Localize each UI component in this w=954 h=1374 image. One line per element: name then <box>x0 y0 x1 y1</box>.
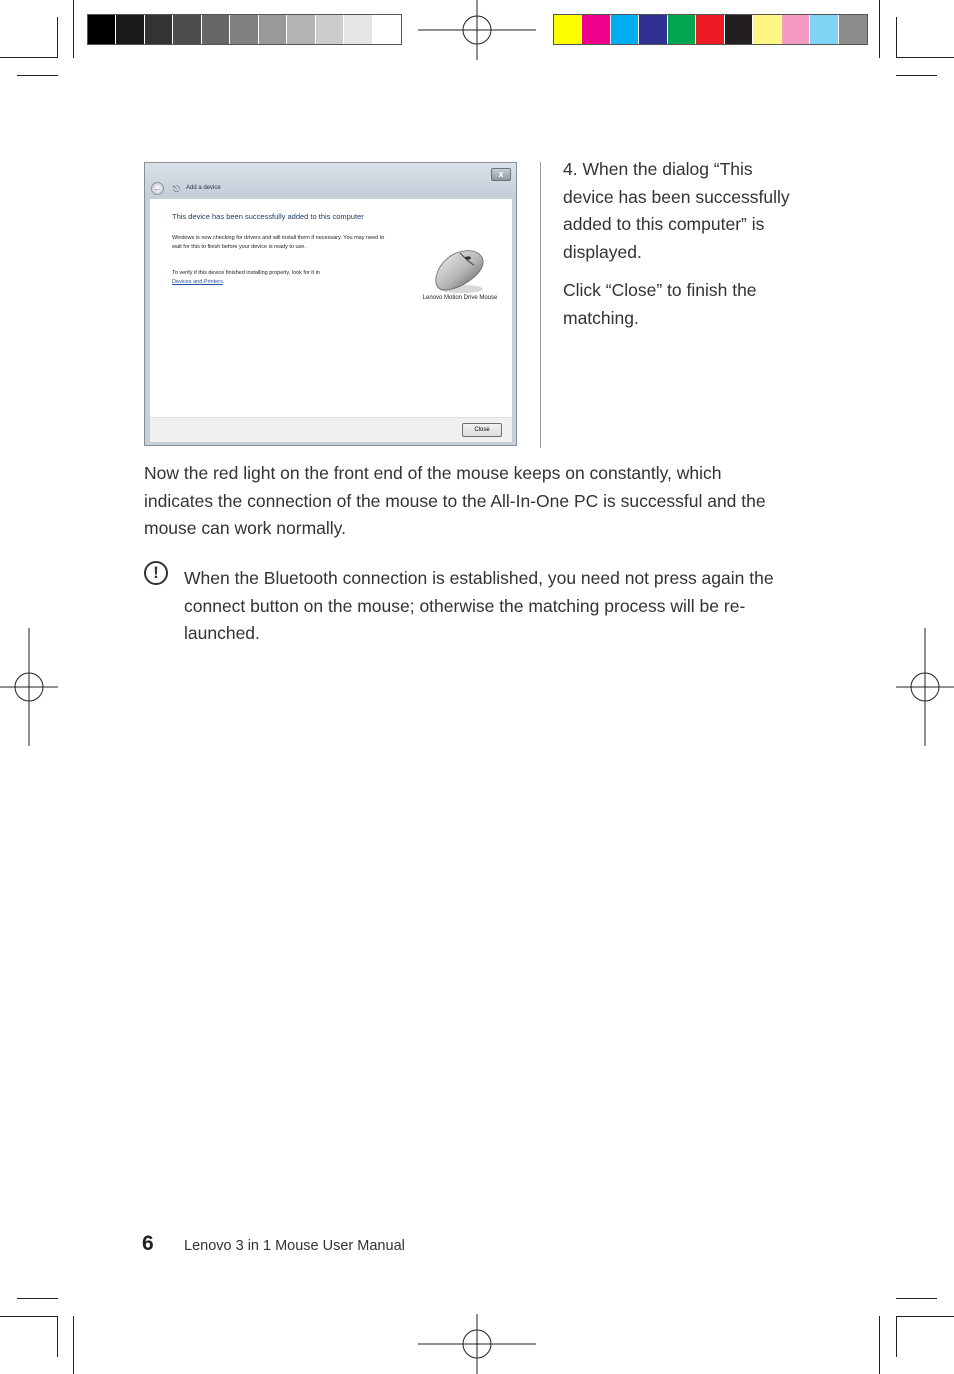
device-name: Lenovo Motion Drive Mouse <box>422 295 498 301</box>
registration-mark-bottom <box>418 1314 536 1374</box>
color-swatch <box>554 15 582 44</box>
color-swatch <box>725 15 753 44</box>
registration-mark-left <box>0 628 58 746</box>
color-calibration-bar <box>553 14 868 45</box>
dialog-paragraph-2-suffix: . <box>222 278 225 285</box>
step-4-instruction: Click “Close” to finish the matching. <box>563 280 757 328</box>
gray-swatch <box>287 15 315 44</box>
gray-swatch <box>344 15 372 44</box>
dialog-content <box>150 199 512 417</box>
color-swatch <box>782 15 810 44</box>
gray-swatch <box>316 15 344 44</box>
column-divider <box>540 162 541 448</box>
step-4-text: 4. When the dialog “This device has been successfully added to this computer” is displayed. <box>563 159 790 262</box>
color-swatch <box>639 15 667 44</box>
gray-swatch <box>173 15 201 44</box>
manual-title: Lenovo 3 in 1 Mouse User Manual <box>184 1238 405 1254</box>
gray-swatch <box>230 15 258 44</box>
exclamation-icon: ! <box>144 561 168 585</box>
window-close-icon[interactable]: x <box>491 168 511 181</box>
color-swatch <box>753 15 781 44</box>
body-paragraph: Now the red light on the front end of the mouse keeps on constantly, which indicates the connection of the mouse to the All-In-One PC is successful and the mouse can work normally. <box>144 463 766 538</box>
page-number: 6 <box>142 1232 154 1255</box>
dialog-paragraph-1: Windows is now checking for drivers and will install them if necessary. You may need to wait for this to finish before your device is ready to use. <box>172 235 385 250</box>
dialog-paragraph-2 <box>172 269 377 286</box>
close-button[interactable]: Close <box>462 423 502 437</box>
grayscale-calibration-bar <box>87 14 402 45</box>
devices-and-printers-link[interactable]: Devices and Printers <box>172 278 223 285</box>
registration-mark-right <box>896 628 954 746</box>
add-device-dialog-screenshot <box>144 162 517 446</box>
gray-swatch <box>259 15 287 44</box>
registration-mark-top <box>418 0 536 60</box>
gray-swatch <box>145 15 173 44</box>
note-text: When the Bluetooth connection is established, you need not press again the connect button on the mouse; otherwise the matching process will be re-launched. <box>184 568 774 643</box>
gray-swatch <box>88 15 116 44</box>
dialog-heading: This device has been successfully added to this computer <box>172 212 364 221</box>
dialog-footer <box>150 417 512 442</box>
color-swatch <box>696 15 724 44</box>
gray-swatch <box>373 15 401 44</box>
gray-swatch <box>202 15 230 44</box>
dialog-paragraph-2-text: To verify if this device finished installing properly, look for it in <box>172 270 320 276</box>
dialog-title: Add a device <box>186 185 221 191</box>
dialog-titlebar <box>145 163 516 197</box>
back-arrow-icon[interactable]: ← <box>151 182 164 195</box>
gray-swatch <box>116 15 144 44</box>
color-swatch <box>668 15 696 44</box>
color-swatch <box>810 15 838 44</box>
add-device-icon: ⎋ <box>173 184 181 194</box>
color-swatch <box>839 15 867 44</box>
color-swatch <box>611 15 639 44</box>
mouse-device-icon <box>430 247 490 295</box>
color-swatch <box>582 15 610 44</box>
